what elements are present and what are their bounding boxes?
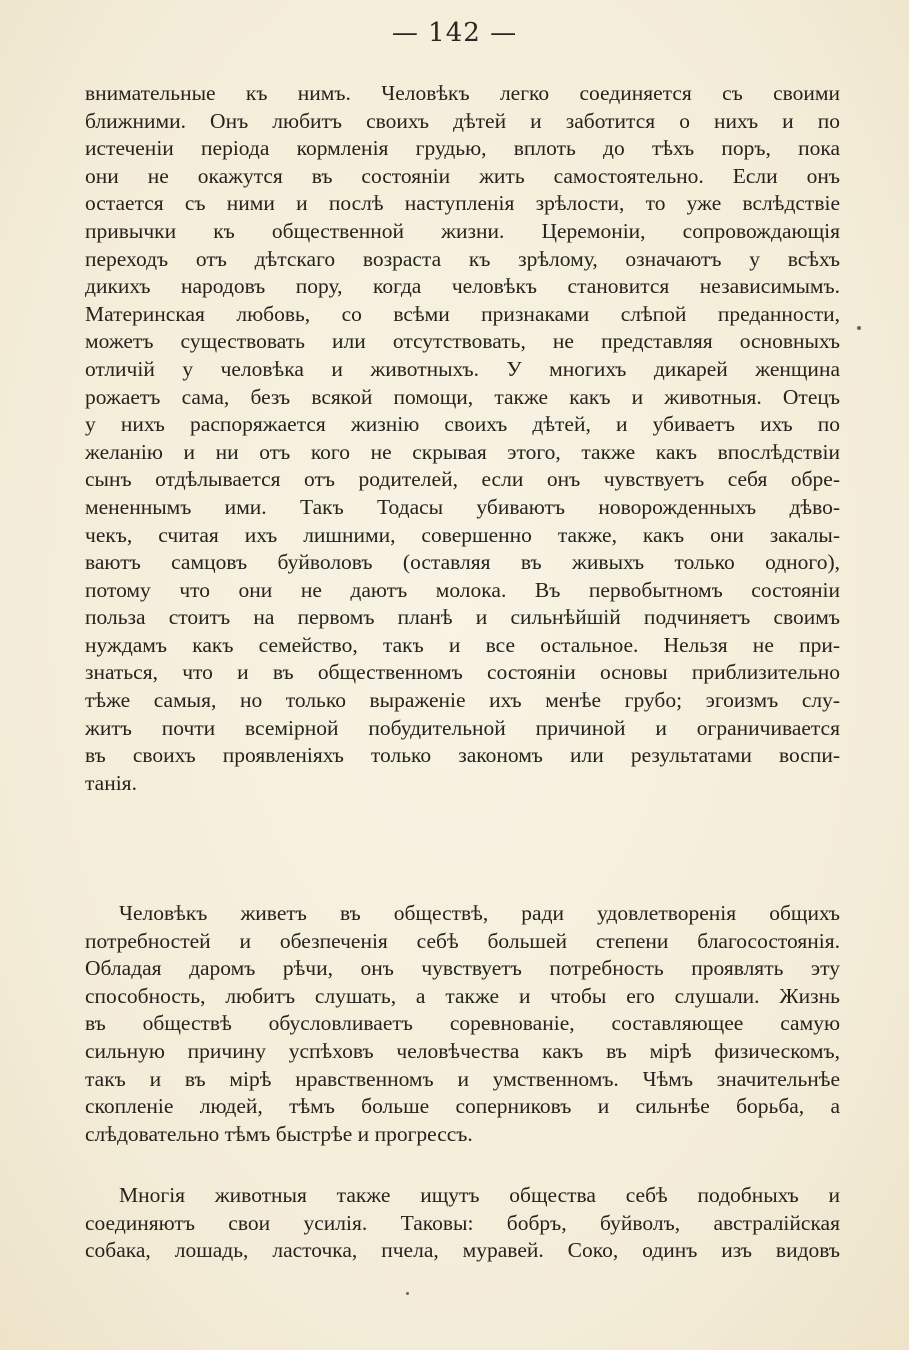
text-line: желанію и ни отъ кого не скрывая этого, также какъ впослѣдствіи [85, 439, 840, 464]
text-line: сынъ отдѣлывается отъ родителей, если онъ чувствуетъ себя обре- [85, 467, 840, 492]
text-line: истеченіи періода кормленія грудью, вплоть до тѣхъ поръ, пока [85, 136, 840, 161]
text-line: сильную причину успѣховъ человѣчества какъ въ мірѣ физическомъ, [85, 1038, 840, 1063]
text-line: въ обществѣ обусловливаетъ соревнованіе, составляющее самую [85, 1011, 840, 1036]
text-line: тѣже самыя, но только выраженіе ихъ менѣе грубо; эгоизмъ слу- [85, 688, 840, 713]
paragraph-1 [85, 80, 840, 797]
text-line: Многія животныя также ищутъ общества себѣ подобныхъ и [119, 1183, 840, 1207]
text-line: переходъ отъ дѣтскаго возраста къ зрѣлому, означаютъ у всѣхъ [85, 246, 840, 271]
text-line: рожаетъ сама, безъ всякой помощи, также какъ и животныя. Отецъ [85, 384, 840, 409]
text-line: привычки къ общественной жизни. Церемоніи, сопровождающія [85, 218, 840, 243]
text-line: нуждамъ какъ семейство, такъ и все остальное. Нельзя не при- [85, 632, 840, 657]
text-line: мененнымъ ими. Такъ Тодасы убиваютъ новорожденныхъ дѣво- [85, 494, 840, 519]
paper-speck [857, 326, 861, 330]
text-line: скопленіе людей, тѣмъ больше соперниковъ и сильнѣе борьба, а [85, 1094, 840, 1119]
text-line: въ своихъ проявленіяхъ только закономъ или результатами воспи- [85, 743, 840, 768]
text-line: соединяютъ свои усилія. Таковы: бобръ, буйволъ, австралійская [85, 1210, 840, 1235]
text-line: остается съ ними и послѣ наступленія зрѣлости, то уже вслѣдствіе [85, 191, 840, 216]
text-line: они не окажутся въ состояніи жить самостоятельно. Если онъ [85, 163, 840, 188]
paper-speck [406, 1292, 409, 1295]
text-line: Обладая даромъ рѣчи, онъ чувствуетъ потребность проявлять эту [85, 956, 840, 981]
paragraph-3 [85, 1182, 840, 1265]
text-line: знаться, что и въ общественномъ состояніи основы приблизительно [85, 660, 840, 685]
text-line: собака, лошадь, ласточка, пчела, муравей. Соко, одинъ изъ видовъ [85, 1238, 840, 1263]
paragraph-2 [85, 900, 840, 1148]
text-line: внимательные къ нимъ. Человѣкъ легко соединяется съ своими [85, 81, 840, 105]
text-line: Материнская любовь, со всѣми признаками слѣпой преданности, [85, 301, 840, 326]
text-line: чекъ, считая ихъ лишними, совершенно также, какъ они закалы- [85, 522, 840, 547]
text-line: ближними. Онъ любитъ своихъ дѣтей и заботится о нихъ и по [85, 108, 840, 133]
text-line: можетъ существовать или отсутствовать, не представляя основныхъ [85, 329, 840, 354]
text-line: способность, любитъ слушать, а также и чтобы его слушали. Жизнь [85, 983, 840, 1008]
text-line: потому что они не даютъ молока. Въ первобытномъ состояніи [85, 577, 840, 602]
text-line: польза стоитъ на первомъ планѣ и сильнѣйшій подчиняетъ своимъ [85, 605, 840, 630]
text-line: потребностей и обезпеченія себѣ большей степени благосостоянія. [85, 928, 840, 953]
text-line: у нихъ распоряжается жизнію своихъ дѣтей, и убиваетъ ихъ по [85, 412, 840, 437]
text-line: такъ и въ мірѣ нравственномъ и умственномъ. Чѣмъ значительнѣе [85, 1066, 840, 1091]
text-line: отличій у человѣка и животныхъ. У многихъ дикарей женщина [85, 356, 840, 381]
text-line: ваютъ самцовъ буйволовъ (оставляя въ живыхъ только одного), [85, 550, 840, 575]
text-line: дикихъ народовъ пору, когда человѣкъ становится независимымъ. [85, 274, 840, 299]
page-number: — 142 — [391, 18, 518, 48]
text-line: житъ почти всемірной побудительной причиной и ограничивается [85, 715, 840, 740]
text-line: Человѣкъ живетъ въ обществѣ, ради удовлетворенія общихъ [119, 901, 840, 925]
text-line: слѣдовательно тѣмъ быстрѣе и прогрессъ. [85, 1121, 473, 1146]
text-line: танія. [85, 770, 137, 795]
